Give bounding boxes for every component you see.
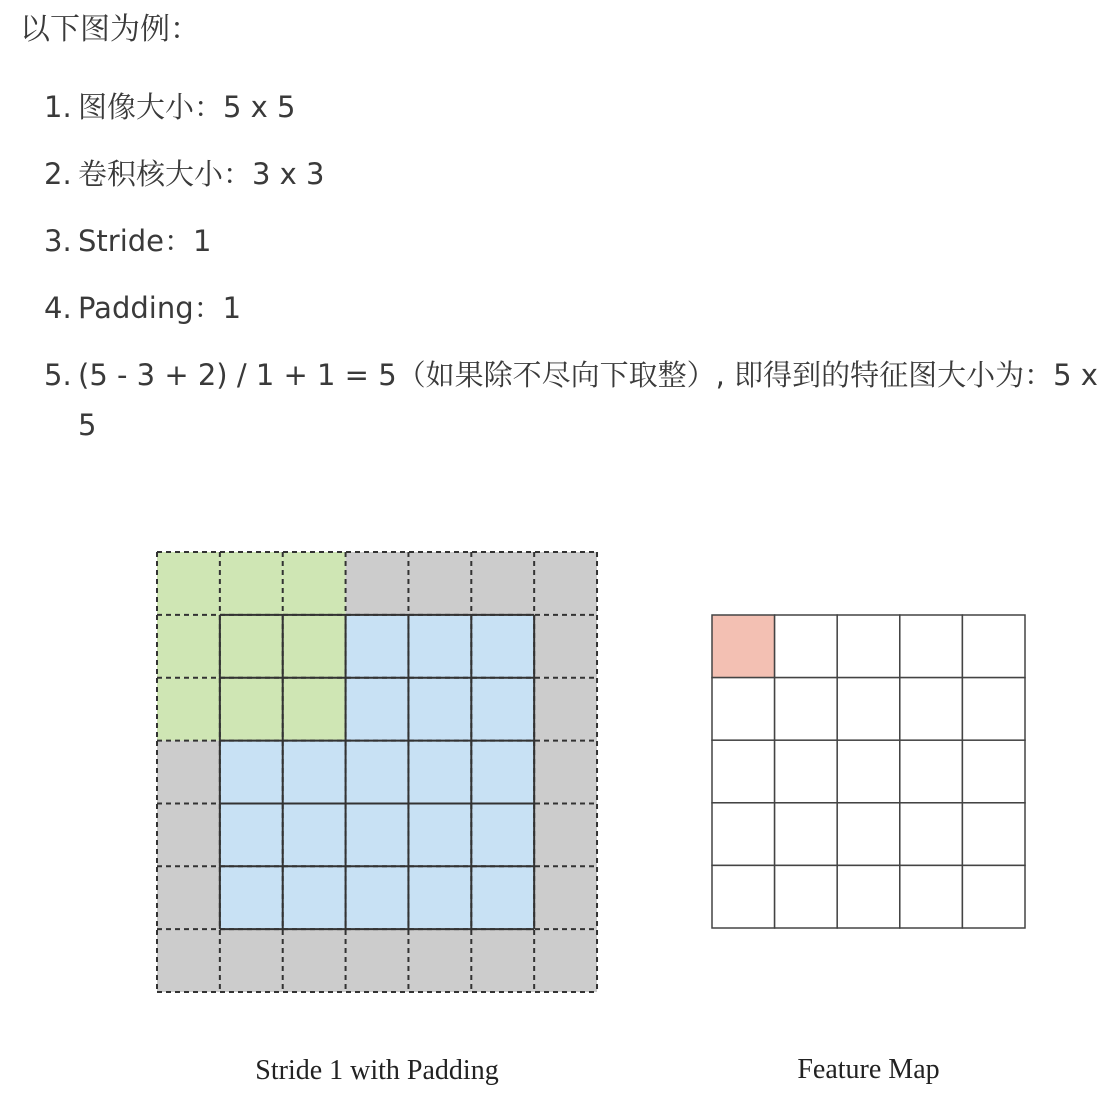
- padding-cell: [220, 929, 283, 992]
- feature-map-cell: [837, 740, 900, 803]
- padding-cell: [157, 929, 220, 992]
- image-cell: [408, 615, 471, 678]
- image-cell: [346, 803, 409, 866]
- image-cell: [346, 615, 409, 678]
- image-cell: [408, 803, 471, 866]
- image-cell: [408, 866, 471, 929]
- step-number: 4.: [44, 291, 72, 325]
- image-cell: [471, 866, 534, 929]
- feature-map-cell: [962, 615, 1025, 678]
- kernel-cell: [220, 615, 283, 678]
- kernel-cell: [157, 678, 220, 741]
- feature-map-cell: [900, 740, 963, 803]
- feature-map-cell: [775, 803, 838, 866]
- step-text: 卷积核大小：3 x 3: [78, 157, 325, 191]
- padding-cell: [283, 929, 346, 992]
- feature-map-cell: [962, 865, 1025, 928]
- step-item: [44, 350, 1112, 450]
- padding-cell: [346, 552, 409, 615]
- feature-map-cell: [962, 740, 1025, 803]
- step-text: 图像大小：5 x 5: [78, 90, 296, 124]
- step-item: [44, 216, 1112, 266]
- image-cell: [471, 803, 534, 866]
- feature-map-cell: [775, 740, 838, 803]
- image-cell: [220, 866, 283, 929]
- feature-map-cell: [712, 740, 775, 803]
- image-cell: [220, 803, 283, 866]
- feature-map-cell: [837, 678, 900, 741]
- image-cell: [346, 866, 409, 929]
- step-item: [44, 283, 1112, 333]
- feature-map-cell: [775, 615, 838, 678]
- image-cell: [346, 678, 409, 741]
- feature-map-cell: [712, 803, 775, 866]
- padding-cell: [534, 741, 597, 804]
- feature-map-cell: [712, 865, 775, 928]
- kernel-cell: [283, 552, 346, 615]
- image-cell: [283, 803, 346, 866]
- image-cell: [346, 741, 409, 804]
- image-cell: [408, 678, 471, 741]
- kernel-cell: [157, 615, 220, 678]
- kernel-cell: [220, 678, 283, 741]
- image-cell: [471, 741, 534, 804]
- feature-map-cell: [900, 678, 963, 741]
- padding-cell: [534, 678, 597, 741]
- image-cell: [471, 615, 534, 678]
- convolution-figure: [0, 520, 1115, 1020]
- padding-cell: [157, 803, 220, 866]
- padding-cell: [157, 741, 220, 804]
- step-item: [44, 149, 1112, 199]
- kernel-cell: [157, 552, 220, 615]
- padding-cell: [408, 552, 471, 615]
- image-cell: [471, 678, 534, 741]
- feature-map-cell: [837, 615, 900, 678]
- padding-cell: [534, 803, 597, 866]
- feature-map-cell: [900, 865, 963, 928]
- feature-map-cell: [837, 803, 900, 866]
- image-cell: [283, 866, 346, 929]
- feature-map-cell: [775, 678, 838, 741]
- step-number: 3.: [44, 224, 72, 258]
- padding-cell: [471, 929, 534, 992]
- feature-map-cell: [900, 615, 963, 678]
- step-text: Padding：1: [78, 291, 242, 325]
- feature-map-highlight-cell: [712, 615, 775, 678]
- padding-cell: [534, 552, 597, 615]
- feature-map-caption: Feature Map: [797, 1054, 940, 1085]
- image-cell: [220, 741, 283, 804]
- padding-cell: [408, 929, 471, 992]
- padding-cell: [534, 615, 597, 678]
- step-text: (5 - 3 + 2) / 1 + 1 = 5（如果除不尽向下取整）, 即得到的特征图大小为：5 x 5: [78, 358, 1098, 442]
- feature-map-cell: [962, 678, 1025, 741]
- feature-map-cell: [900, 803, 963, 866]
- padding-cell: [346, 929, 409, 992]
- step-number: 2.: [44, 157, 72, 191]
- feature-map-cell: [837, 865, 900, 928]
- kernel-cell: [283, 615, 346, 678]
- feature-map-cell: [712, 678, 775, 741]
- padding-cell: [534, 929, 597, 992]
- feature-map-cell: [775, 865, 838, 928]
- image-cell: [283, 741, 346, 804]
- kernel-cell: [283, 678, 346, 741]
- padding-cell: [471, 552, 534, 615]
- padded-grid-caption: Stride 1 with Padding: [255, 1055, 499, 1086]
- intro-text: 以下图为例：: [20, 12, 200, 47]
- step-number: 5.: [44, 358, 72, 392]
- step-number: 1.: [44, 90, 72, 124]
- step-item: [44, 82, 1112, 132]
- feature-map-cell: [962, 803, 1025, 866]
- image-cell: [408, 741, 471, 804]
- padding-cell: [534, 866, 597, 929]
- kernel-cell: [220, 552, 283, 615]
- step-text: Stride：1: [78, 224, 212, 258]
- padding-cell: [157, 866, 220, 929]
